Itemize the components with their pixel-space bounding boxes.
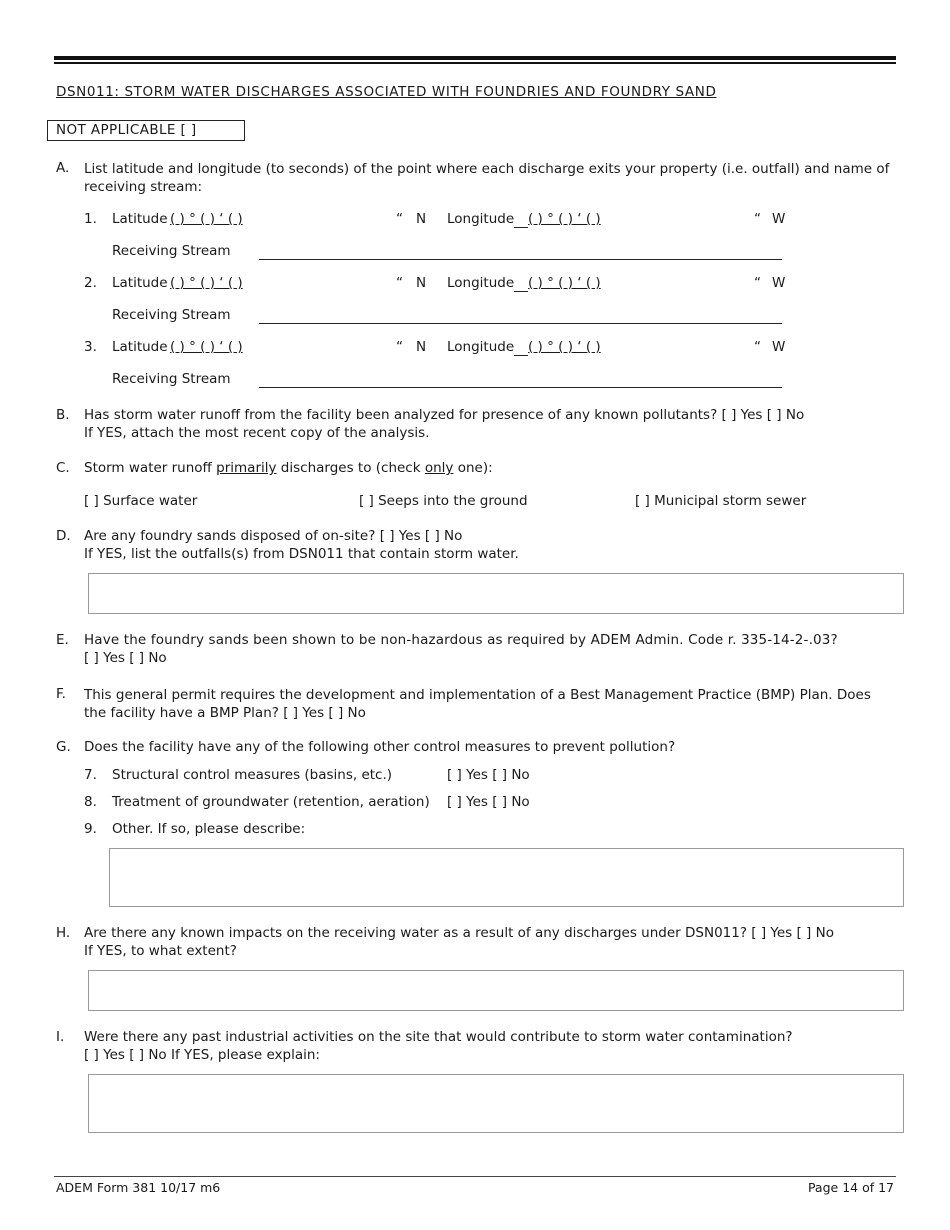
receiving-stream-input[interactable]: [259, 322, 782, 324]
g-item-number: 7.: [84, 767, 97, 783]
question-b-letter: B.: [56, 407, 70, 423]
receiving-stream-label: Receiving Stream: [112, 371, 231, 387]
form-number: ADEM Form 381 10/17 m6: [56, 1180, 221, 1195]
latitude-label: Latitude: [112, 339, 168, 355]
question-e-choice[interactable]: [ ] Yes [ ] No: [84, 650, 167, 666]
longitude-input[interactable]: ( ) ° ( ) ‘ ( ): [528, 339, 601, 355]
c-text-only: only: [424, 460, 454, 476]
latitude-input[interactable]: ( ) ° ( ) ‘ ( ): [170, 275, 243, 291]
latitude-input[interactable]: ( ) ° ( ) ‘ ( ): [170, 211, 243, 227]
receiving-stream-label: Receiving Stream: [112, 307, 231, 323]
north-label: N: [416, 275, 427, 291]
top-rule-thick: [54, 56, 896, 60]
seconds-mark: “: [396, 339, 403, 355]
north-label: N: [416, 211, 427, 227]
latitude-label: Latitude: [112, 275, 168, 291]
surface-water-checkbox[interactable]: [ ] Surface water: [84, 493, 198, 509]
question-c-text: [84, 460, 493, 476]
longitude-lead-line: [514, 290, 528, 292]
question-d-note: If YES, list the outfalls(s) from DSN011 that contain storm water.: [84, 546, 519, 562]
question-a-text: List latitude and longitude (to seconds) of the point where each discharge exits your property (i.e. outfall) and name of receiving stream:: [84, 161, 890, 195]
question-f-letter: F.: [56, 686, 66, 702]
g-item-number: 8.: [84, 794, 97, 810]
receiving-stream-input[interactable]: [259, 386, 782, 388]
seconds-mark: “: [754, 211, 761, 227]
receiving-stream-input[interactable]: [259, 258, 782, 260]
groundwater-treatment-choice[interactable]: [ ] Yes [ ] No: [447, 794, 530, 810]
g-item-number: 9.: [84, 821, 97, 837]
row-number: 2.: [84, 275, 97, 291]
longitude-label: Longitude: [447, 275, 515, 291]
latitude-input[interactable]: ( ) ° ( ) ‘ ( ): [170, 339, 243, 355]
longitude-label: Longitude: [447, 339, 515, 355]
question-e-text: Have the foundry sands been shown to be non-hazardous as required by ADEM Admin. Code r. 335-14-2-.03?: [84, 632, 838, 648]
c-text-post: one):: [453, 460, 493, 476]
question-d-text[interactable]: Are any foundry sands disposed of on-site? [ ] Yes [ ] No: [84, 528, 463, 544]
structural-control-label: Structural control measures (basins, etc.): [112, 767, 393, 783]
municipal-sewer-checkbox[interactable]: [ ] Municipal storm sewer: [635, 493, 807, 509]
question-h-letter: H.: [56, 925, 71, 941]
question-f-text[interactable]: This general permit requires the development and implementation of a Best Management Practice (BMP) Plan. Does the facility have a BMP Plan? [ ] Yes [ ] No: [84, 687, 871, 721]
c-text-primarily: primarily: [216, 460, 277, 476]
west-label: W: [772, 211, 786, 227]
question-b-text[interactable]: Has storm water runoff from the facility been analyzed for presence of any known pollutants? [ ] Yes [ ] No: [84, 407, 805, 423]
seconds-mark: “: [754, 339, 761, 355]
question-i-text: Were there any past industrial activities on the site that would contribute to storm water contamination?: [84, 1029, 793, 1045]
c-text-mid: discharges to (check: [276, 460, 425, 476]
receiving-stream-label: Receiving Stream: [112, 243, 231, 259]
question-b-note: If YES, attach the most recent copy of the analysis.: [84, 425, 430, 441]
question-i-choice[interactable]: [ ] Yes [ ] No If YES, please explain:: [84, 1047, 320, 1063]
question-a-letter: A.: [56, 160, 70, 176]
groundwater-treatment-label: Treatment of groundwater (retention, aeration): [112, 794, 430, 810]
section-title: DSN011: STORM WATER DISCHARGES ASSOCIATED WITH FOUNDRIES AND FOUNDRY SAND: [56, 84, 717, 100]
longitude-lead-line: [514, 226, 528, 228]
longitude-label: Longitude: [447, 211, 515, 227]
other-measures-textbox[interactable]: [109, 848, 904, 907]
question-g-text: Does the facility have any of the following other control measures to prevent pollution?: [84, 739, 676, 755]
west-label: W: [772, 339, 786, 355]
question-e-letter: E.: [56, 632, 69, 648]
page-number: Page 14 of 17: [807, 1180, 894, 1195]
question-h-note: If YES, to what extent?: [84, 943, 237, 959]
c-text-pre: Storm water runoff: [84, 460, 217, 476]
longitude-input[interactable]: ( ) ° ( ) ‘ ( ): [528, 211, 601, 227]
past-activities-textbox[interactable]: [88, 1074, 904, 1133]
seconds-mark: “: [396, 211, 403, 227]
seconds-mark: “: [396, 275, 403, 291]
seconds-mark: “: [754, 275, 761, 291]
top-rule-thin: [54, 62, 896, 64]
row-number: 3.: [84, 339, 97, 355]
other-measures-label: Other. If so, please describe:: [112, 821, 306, 837]
impact-extent-textbox[interactable]: [88, 970, 904, 1011]
question-i-letter: I.: [56, 1029, 65, 1045]
question-c-letter: C.: [56, 460, 70, 476]
row-number: 1.: [84, 211, 97, 227]
question-d-letter: D.: [56, 528, 71, 544]
footer-rule: [54, 1176, 896, 1177]
not-applicable-checkbox[interactable]: NOT APPLICABLE [ ]: [56, 122, 197, 138]
question-g-letter: G.: [56, 739, 71, 755]
seeps-ground-checkbox[interactable]: [ ] Seeps into the ground: [359, 493, 528, 509]
longitude-input[interactable]: ( ) ° ( ) ‘ ( ): [528, 275, 601, 291]
latitude-label: Latitude: [112, 211, 168, 227]
structural-control-choice[interactable]: [ ] Yes [ ] No: [447, 767, 530, 783]
question-h-text[interactable]: Are there any known impacts on the receiving water as a result of any discharges under DSN011? [ ] Yes [ ] No: [84, 925, 834, 941]
longitude-lead-line: [514, 354, 528, 356]
north-label: N: [416, 339, 427, 355]
outfalls-textbox[interactable]: [88, 573, 904, 614]
west-label: W: [772, 275, 786, 291]
